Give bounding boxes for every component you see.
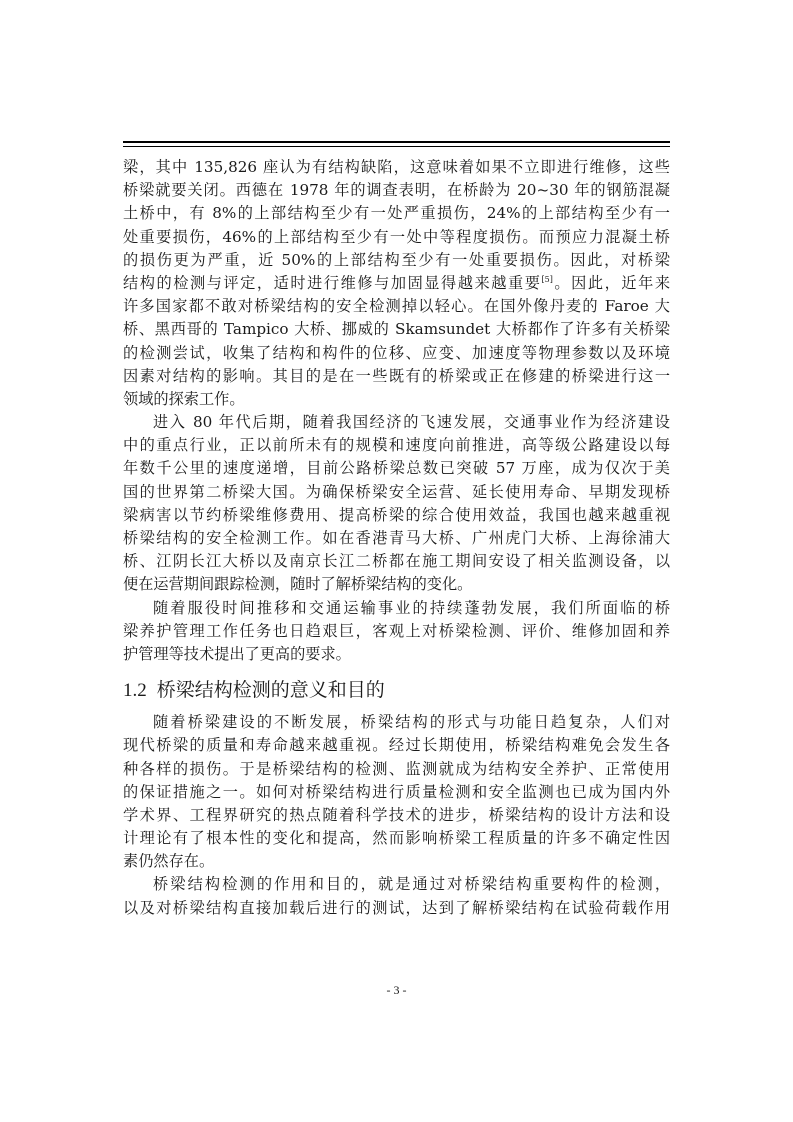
text-line: 国的世界第二桥梁大国。为确保桥梁安全运营、延长使用寿命、早期发现桥 (123, 482, 670, 501)
text-line: 领域的探索工作。 (123, 389, 245, 408)
text-line: 桥、江阴长江大桥以及南京长江二桥都在施工期间安设了相关监测设备，以 (123, 552, 670, 571)
citation-mark: [5] (541, 274, 553, 284)
text-line: 桥梁就要关闭。西德在 1978 年的调查表明，在桥龄为 20~30 年的钢筋混凝 (123, 181, 670, 200)
text-line: 便在运营期间跟踪检测，随时了解桥梁结构的变化。 (123, 575, 473, 594)
text-line: 的保证措施之一。如何对桥梁结构进行质量检测和安全监测也已成为国内外 (123, 782, 670, 801)
text-line: 梁，其中 135,826 座认为有结构缺陷，这意味着如果不立即进行维修，这些 (123, 158, 670, 176)
text-line: 土桥中，有 8%的上部结构至少有一处严重损伤，24%的上部结构至少有一 (123, 204, 670, 223)
section-number: 1.2 (123, 680, 147, 702)
text-line: 种各样的损伤。于是桥梁结构的检测、监测就成为结构安全养护、正常使用 (123, 759, 670, 778)
header-rule-thin (123, 146, 670, 147)
header-rule (123, 141, 670, 143)
document-body (123, 156, 670, 920)
text-line: 随着服役时间推移和交通运输事业的持续蓬勃发展，我们所面临的桥 (153, 598, 670, 617)
text-line: 许多国家都不敢对桥梁结构的安全检测掉以轻心。在国外像丹麦的 Faroe 大 (123, 297, 670, 316)
section-heading (123, 676, 670, 704)
text-line: 学术界、工程界研究的热点随着科学技术的进步，桥梁结构的设计方法和设 (123, 805, 670, 824)
text-line: 桥梁结构检测的作用和目的，就是通过对桥梁结构重要构件的检测， (153, 875, 670, 894)
text-line: 梁病害以节约桥梁维修费用、提高桥梁的综合使用效益，我国也越来越重视 (123, 505, 670, 524)
section-paragraph-1 (123, 711, 670, 873)
text-line: 素仍然存在。 (123, 852, 215, 871)
text-line: 的损伤更为严重，近 50%的上部结构至少有一处重要损伤。因此，对桥梁 (123, 250, 670, 269)
page-number: - 3 - (386, 983, 407, 997)
text-segment: 结构的检测与评定，适时进行维修与加固显得越来越重要 (123, 273, 542, 292)
section-paragraph-2 (123, 873, 670, 919)
text-line: 中的重点行业，正以前所未有的规模和速度向前推进，高等级公路建设以每 (123, 436, 670, 455)
paragraph-1 (123, 156, 670, 411)
paragraph-3 (123, 597, 670, 667)
text-segment: 。因此，近年来 (552, 273, 671, 292)
text-line: 随着桥梁建设的不断发展，桥梁结构的形式与功能日趋复杂，人们对 (153, 713, 670, 732)
text-line: 现代桥梁的质量和寿命越来越重视。经过长期使用，桥梁结构难免会发生各 (123, 736, 670, 755)
text-line: 护管理等技术提出了更高的要求。 (123, 644, 351, 663)
text-line-with-citation (123, 272, 670, 295)
paragraph-2 (123, 411, 670, 597)
text-line: 桥梁结构的安全检测工作。如在香港青马大桥、广州虎门大桥、上海徐浦大 (123, 529, 670, 547)
section-title: 桥梁结构检测的意义和目的 (156, 679, 385, 702)
text-line: 以及对桥梁结构直接加载后进行的测试，达到了解桥梁结构在试验荷载作用 (123, 898, 670, 917)
text-line: 因素对结构的影响。其目的是在一些既有的桥梁或正在修建的桥梁进行这一 (123, 366, 670, 385)
text-line: 进入 80 年代后期，随着我国经济的飞速发展，交通事业作为经济建设 (153, 413, 670, 432)
text-line: 梁养护管理工作任务也日趋艰巨，客观上对桥梁检测、评价、维修加固和养 (123, 621, 670, 640)
text-line: 年数千公里的速度递增，目前公路桥梁总数已突破 57 万座，成为仅次于美 (123, 459, 670, 478)
text-line: 处重要损伤，46%的上部结构至少有一处中等程度损伤。而预应力混凝土桥 (123, 227, 670, 246)
text-line: 计理论有了根本性的变化和提高，然而影响桥梁工程质量的许多不确定性因 (123, 829, 670, 848)
text-line: 桥、黑西哥的 Tampico 大桥、挪威的 Skamsundet 大桥都作了许多有关桥梁 (123, 320, 670, 339)
text-line: 的检测尝试，收集了结构和构件的位移、应变、加速度等物理参数以及环境 (123, 343, 670, 362)
